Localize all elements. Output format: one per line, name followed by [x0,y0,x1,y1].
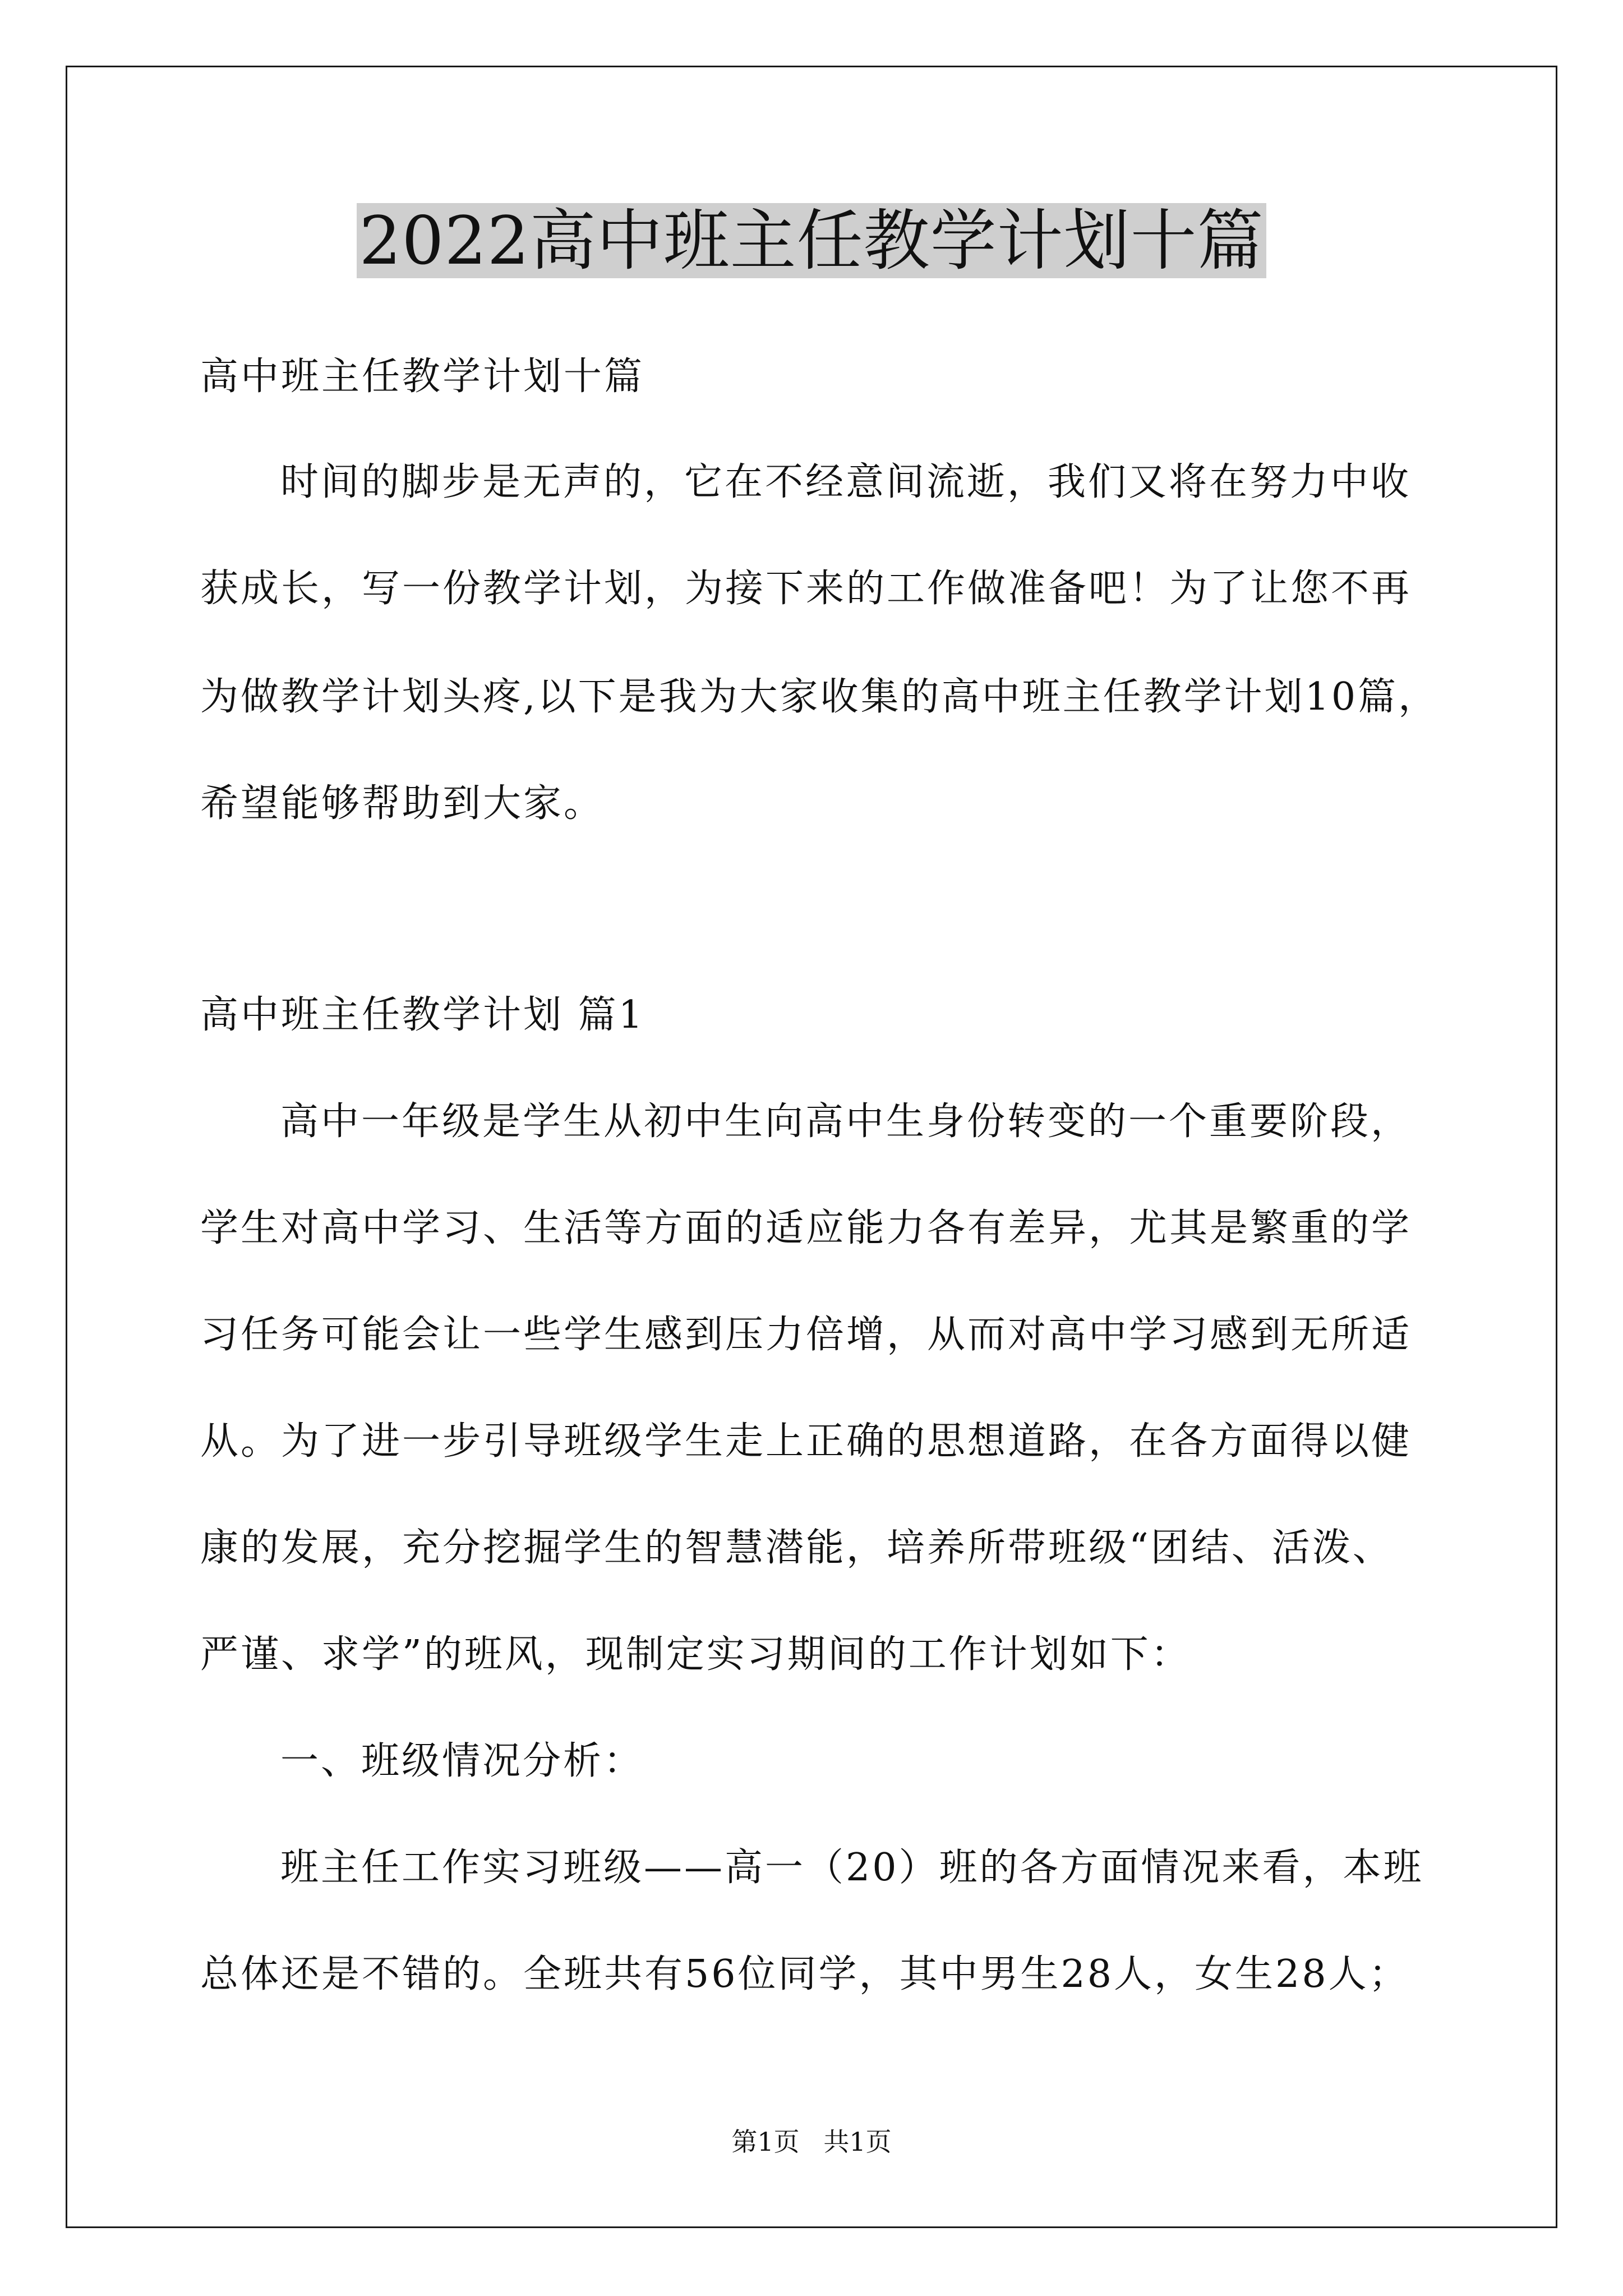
intro-line: 希望能够帮助到大家。 [200,781,605,826]
paragraph-line: 班主任工作实习班级——高一（20）班的各方面情况来看，本班 [280,1846,1424,1890]
paragraph-line: 高中一年级是学生从初中生向高中生身份转变的一个重要阶段， [280,1099,1412,1144]
intro-line: 时间的脚步是无声的，它在不经意间流逝，我们又将在努力中收 [280,460,1412,504]
section-heading: 高中班主任教学计划 篇1 [200,993,645,1037]
document-title: 2022高中班主任教学计划十篇 [357,203,1266,278]
paragraph-line: 习任务可能会让一些学生感到压力倍增，从而对高中学习感到无所适 [200,1313,1412,1357]
paragraph-line: 严谨、求学”的班风，现制定实习期间的工作计划如下： [200,1632,1191,1677]
title-block [0,203,1623,278]
paragraph-line: 康的发展，充分挖掘学生的智慧潜能，培养所带班级“团结、活泼、 [200,1526,1393,1570]
paragraph-line: 从。为了进一步引导班级学生走上正确的思想道路，在各方面得以健 [200,1419,1412,1464]
subheading: 一、班级情况分析： [280,1739,644,1783]
page-footer [0,2126,1623,2157]
paragraph-line: 总体还是不错的。全班共有56位同学，其中男生28人，女生28人； [200,1952,1409,1996]
document-subtitle: 高中班主任教学计划十篇 [200,355,645,399]
page-number: 第1页 [731,2127,800,2157]
paragraph-line: 学生对高中学习、生活等方面的适应能力各有差异，尤其是繁重的学 [200,1206,1412,1250]
intro-line: 为做教学计划头疼,以下是我为大家收集的高中班主任教学计划10篇， [200,675,1439,719]
page-total: 共1页 [823,2127,892,2157]
intro-line: 获成长，写一份教学计划，为接下来的工作做准备吧！为了让您不再 [200,567,1412,611]
